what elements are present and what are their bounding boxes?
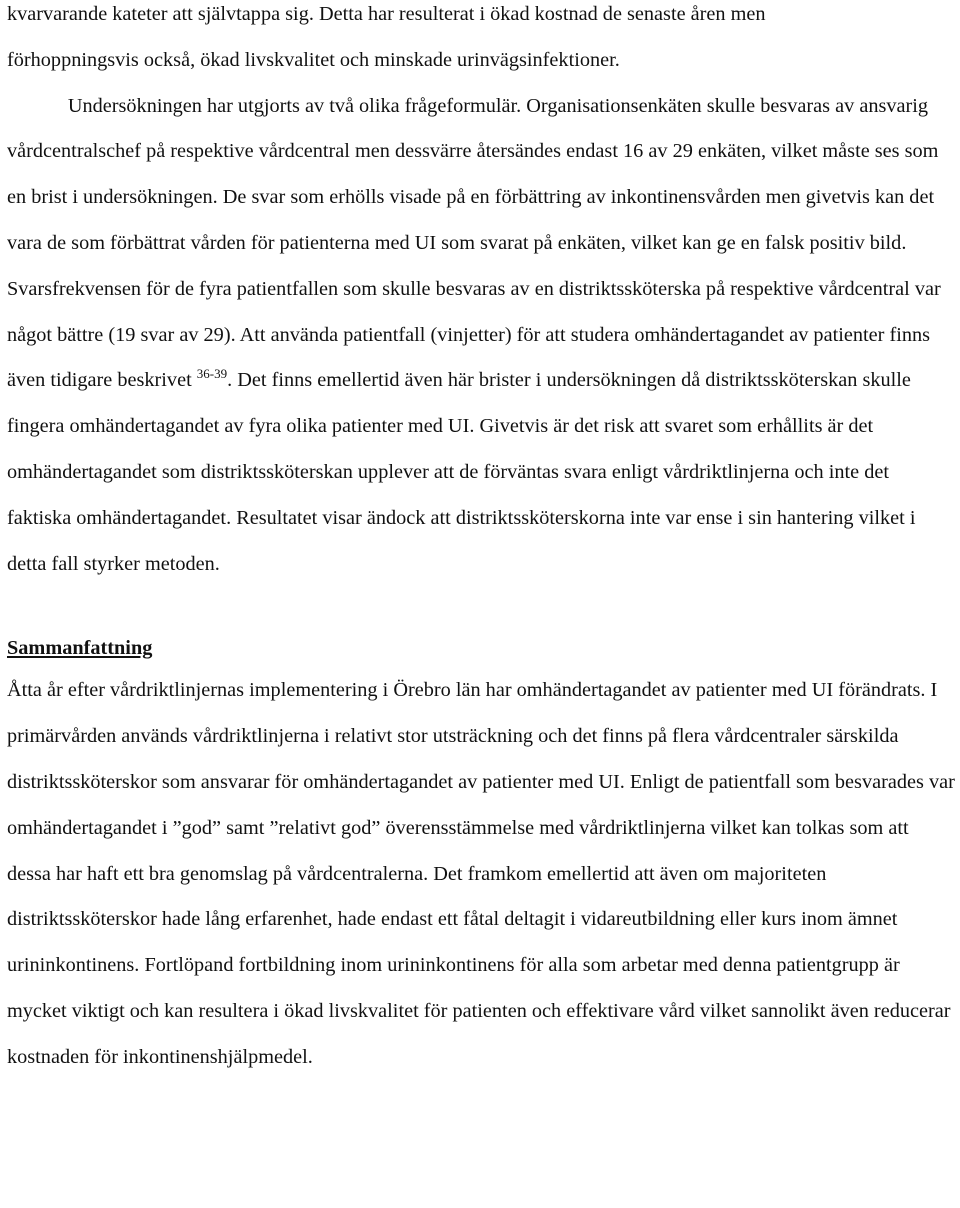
section-spacer — [7, 587, 957, 628]
paragraph-1-line-2: förhoppningsvis också, ökad livskvalitet och minskade urinvägsinfektioner. — [7, 48, 620, 71]
paragraph-1-line-1: kvarvarande kateter att självtappa sig. Detta har resulterat i ökad kostnad de senaste åren men — [7, 3, 766, 25]
citation-superscript: 36-39 — [196, 366, 228, 382]
paragraph-continuation — [7, 0, 957, 84]
paragraph-2-text-before-citation: Undersökningen har utgjorts av två olika frågeformulär. Organisationsenkäten skulle besvaras av ansvarig vårdcentralschef på respektive vårdcentral men dessvärre återsändes endast 16 av 29 enkäten, vilket måste ses som en brist i undersökningen. De svar som erhölls visade på en förbättring av inkontinensvården men givetvis kan det vara de som förbättrat vården för patienterna med UI som svarat på enkäten, vilket kan ge en falsk positiv bild. Svarsfrekvensen för de fyra patientfallen som skulle besvaras av en distriktssköterska på respektive vårdcentral var något bättre (19 svar av 29). Att använda patientfall (vinjetter) för att studera omhändertagandet av patienter finns även tidigare beskrivet — [7, 94, 941, 392]
paragraph-survey-discussion — [7, 84, 957, 588]
summary-paragraph: Åtta år efter vårdriktlinjernas implementering i Örebro län har omhändertagandet av patienter med UI förändrats. I primärvården används vårdriktlinjerna i relativt stor utsträckning och det finns på flera vårdcentraler särskilda distriktssköterskor som ansvarar för omhändertagandet av patienter med UI. Enligt de patientfall som besvarades var omhändertagandet i ”god” samt ”relativt god” överensstämmelse med vårdriktlinjerna vilket kan tolkas som att dessa har haft ett bra genomslag på vårdcentralerna. Det framkom emellertid att även om majoriteten distriktssköterskor hade lång erfarenhet, hade endast ett fåtal deltagit i vidareutbildning eller kurs inom ämnet urininkontinens. Fortlöpand fortbildning inom urininkontinens för alla som arbetar med denna patientgrupp är mycket viktigt och kan resultera i ökad livskvalitet för patienten och effektivare vård vilket sannolikt även reducerar kostnaden för inkontinenshjälpmedel. — [7, 679, 955, 1068]
section-heading: Sammanfattning — [7, 637, 153, 660]
document-page — [7, 0, 957, 1081]
paragraph-2-text-after-citation: . Det finns emellertid även här brister i undersökningen då distriktssköterskan skulle fingera omhändertagandet av fyra olika patienter med UI. Givetvis är det risk att svaret som erhållits är det omhändertagandet som distriktssköterskan upplever att de förväntas svara enligt vårdriktlinjerna och inte det faktiska omhändertagandet. Resultatet visar ändock att distriktssköterskorna inte var ense i sin hantering vilket i detta fall styrker metoden. — [7, 369, 916, 575]
